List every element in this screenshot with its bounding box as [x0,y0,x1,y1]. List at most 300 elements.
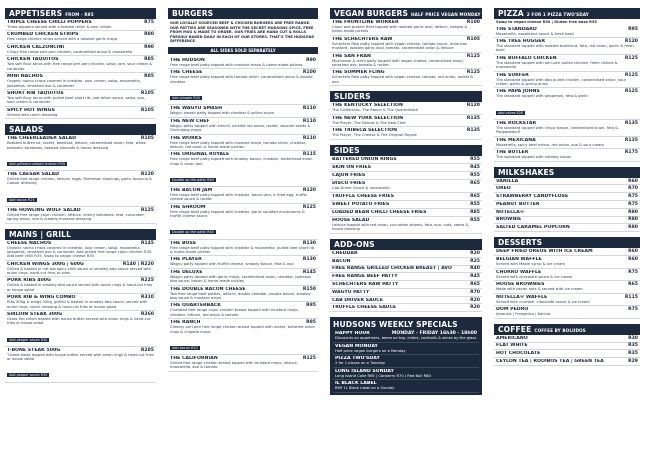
item-name: CAJUN FRIES [332,172,366,178]
sliders-section [330,91,482,139]
item-name: NUTELLA® WAFFLE [496,294,548,300]
item-description: Mozzarella, napolitana sauce & fresh basil [496,31,574,36]
menu-item-row [496,217,638,222]
item-price: R80 [628,225,638,231]
menu-item [5,207,156,224]
item-name: HOUSE BROWNIES [496,282,545,288]
item-price: R85 [144,57,154,63]
menu-item [494,149,640,161]
item-name: OREO [496,186,511,192]
item-description: Cab-Driver Sauce & mozzarella [332,186,390,191]
menu-item [5,107,156,119]
item-description: Roasted butternut, rocket, beetroot, lettuce, caramelised onion, feta, white balsamic tomatoes, toasted almonds & house dressing [7,141,146,150]
item-name: CHICKEN TAQUITOS [7,57,59,63]
item-price: R90 [306,57,316,63]
menu-item-row [332,165,480,170]
menu-item-row [332,173,480,178]
section-header: APPETISERS FROM - R85 [5,8,156,19]
menu-item [494,217,640,225]
menu-item [168,302,318,319]
item-price: R29 [628,358,638,364]
menu-item-row [496,249,638,254]
item-name: CHICKEN CALZONCINI [7,44,65,50]
item-name: CEYLON TEA | ROOIBOS TEA | GREEN TEA [496,358,604,364]
item-description: Wagyu patty topped with kimchi, pickled red onion, rocket, sesame seeds & Gochujang mayo [170,123,311,133]
desserts-section [494,237,640,319]
item-name: DOM PEDRO [496,307,529,313]
item-price: R135 [624,137,638,143]
item-name: THE HUDSON [170,57,205,63]
menu-item [494,294,640,306]
section-header: SLIDERS [330,91,482,102]
item-name: BATTERED ONION RINGS [332,156,397,162]
item-description: Served with chocolate sauce & ice cream [496,274,573,279]
item-name: THE DELUXE [170,269,203,275]
menu-item [330,266,482,274]
item-name: THE STANDARD [496,26,537,32]
menu-item-row [332,290,480,295]
item-description: Grilled & basted in smokey bbq sauce served with onion rings & hand-cut fries or house salad [7,283,153,292]
item-name: HOT CHOCOLATE [496,351,541,357]
item-price: R80 [628,209,638,215]
item-description: Ribs 400g & wings 300g, grilled & basted in smokey bbq sauce, served with onion rings, ranch dressing & hand-cut fries or house salad [7,300,148,309]
item-description: The standard topped with pepperoni, feta & garlic [496,94,589,99]
item-description: The standard topped with crispy bacon, caramelised onion, feta & Peppadews® [496,125,619,135]
item-name: THE BUTLER [496,150,529,156]
item-name: CHEESE NACHOS [7,240,52,246]
item-price: R135 [624,120,638,126]
item-description: Cajun pea protein fillet topped with roasted garlic aioli, lettuce, tomato & home-made pickles [332,25,468,34]
item-description: Amarula | Frangelico | Kahlua [496,312,551,317]
menu-item [494,72,640,89]
section-header: ADD-ONS [330,239,482,250]
item-name: BACON [332,258,351,264]
item-name: SIRLOIN STEAK 300G [7,312,63,318]
item-description: R69 1L Black Label on a Sunday [335,386,395,391]
item-price: R60 [628,178,638,184]
item-price: R150 [302,286,316,292]
menu-item [5,261,156,278]
menu-item [333,368,479,380]
item-name: CHICKEN WINGS 300G | 600G [7,261,84,267]
menu-item [494,335,640,343]
item-name: CHURRO WAFFLE [496,269,542,275]
item-description: Crumbed free range cajun chicken breast topped with mustard mayo, cheddar, lettuce, red onion & tomato [170,308,299,317]
menu-item [330,258,482,266]
item-price: R285 [140,347,154,353]
item-price: R75 [628,269,638,275]
menu-item [5,277,156,294]
item-price: R75 [144,20,154,25]
burgers-note: OUR LOCALLY SOURCED BEEF & CHICKEN BURGERS ARE FREE RANGE. OUR PATTIES ARE SEASONED WITH THE SECRET HUDSONS SPICE, FREE FROM MSG & MADE TO ORDER. OUR FRIES ARE HAND CUT & ROLLS FRESHLY BAKED DAILY IN EACH OF OUR STORES. THAT'S THE HUDSONS DIFFERENCE. [170,21,315,44]
item-name: SPICY HOT WINGS [7,107,55,113]
item-price: R115 [624,294,638,300]
menu-item [5,19,156,31]
item-tag: Add olives R20 [498,110,524,115]
item-name: THE WAGYU SMASH [170,106,223,112]
item-description: 2 for 1 pizzas on a Tuesday [335,361,386,366]
item-price: R135 [466,115,480,121]
item-name: THE SUMMER FLING [332,70,385,76]
menu-item [330,115,482,127]
item-price: R30 [628,335,638,341]
item-name: THE PLAYER [170,257,202,263]
menu-item-row [332,282,480,287]
menu-item-row [332,202,480,207]
item-name: CAB DRIVER SAUCE [332,297,383,303]
item-price: R105 [140,136,154,142]
item-description: Grilled free range chicken breast topped with mustard mayo, lettuce, mozzarella, avo & tomato [170,361,298,370]
item-description: Three poppers served with a tomato relish & sour cream [7,25,112,29]
menu-item [494,201,640,209]
item-price: R120 [624,39,638,45]
item-price: R40 [470,266,480,272]
item-name: HOUSE SALAD [332,218,370,224]
menu-item-row [332,194,480,199]
item-description: Two soft flour tacos with free range peri-peri chicken, salsa, jam, sour cream & coriander [7,62,153,71]
item-description: Served with Maple syrup & ice cream [496,262,565,267]
menu-item [330,193,482,201]
menu-item [168,187,318,204]
item-name: THE SAN FRAN [332,53,371,59]
item-name: SHORT RIB TAQUITOS [7,91,64,97]
menu-item [5,56,156,73]
item-price: R45 [470,274,480,280]
item-price: R225 [140,278,154,284]
salads-section [5,124,156,223]
item-name: MINI NACHOS [7,74,43,80]
item-price: R120 [302,188,316,194]
appetisers-section [5,8,156,119]
item-name: STRAWBERRY CANDYFLOSS [496,194,569,200]
item-tag-wrap [170,84,316,103]
item-description: Wagyu smash patty topped with cheddar & grilled onion [170,111,275,116]
item-name: SKIN ON FRIES [332,164,371,170]
menu-item-row [496,359,638,364]
item-price: R95 [306,303,316,309]
menu-item-row [7,262,154,267]
item-name: THE SURFER [496,72,529,78]
item-name: TRUFFLE CHEESE SAUCE [332,305,397,311]
item-price: R95 [628,26,638,32]
section-header: MILKSHAKES [494,167,640,178]
menu-item [168,240,318,257]
item-name: THE SHROOM [170,204,206,210]
item-name: PORK RIB & WING COMBO [7,295,76,301]
item-price: R125 [624,89,638,95]
menu-item [330,304,482,312]
item-price: R45 [470,164,480,170]
menu-item [494,358,640,366]
item-tag: Add bacon R20 [172,345,198,350]
item-name: THE BUFFALO CHICKEN [496,55,557,61]
menu-item [168,105,318,117]
milkshakes-section [494,167,640,232]
item-price: R55 [470,201,480,207]
item-name: BELGIAN WAFFLE [496,257,542,263]
menu-item [330,156,482,164]
item-price: R65 [628,282,638,288]
menu-item [494,256,640,268]
menu-item-row [496,186,638,191]
item-price: R35 [628,343,638,349]
sides-section [330,145,482,234]
item-name: THE CHEESE [170,70,203,76]
menu-item [5,294,156,311]
item-name: LONG ISLAND SUNDAY [335,368,394,374]
item-description: Mushroom & lentil patty topped with vegan cheese, caramelised onion, smashed avo, tomato & rocket [332,58,464,67]
item-name: LOADED BEAN CHILLI CHEESE FRIES [332,210,427,215]
item-name: WAGYU PATTY [332,289,370,295]
item-price: R35 [628,351,638,357]
item-price: R60 [628,249,638,255]
item-price: R120 [466,103,480,109]
item-name: SWEET POTATO FRIES [332,201,390,207]
menu-item-row [496,179,638,184]
item-price: R110 [302,118,316,124]
menu-item [494,209,640,217]
section-header: BURGERS [168,8,318,19]
item-name: THE ORIGINAL ROYALE [170,152,230,158]
item-description: The Californian, The Ranch & The Quarterback [332,108,418,113]
item-price: R80 [144,32,154,38]
menu-item [330,102,482,114]
item-name: FLAT WHITE [496,343,528,349]
item-description: Grass fed sirloin basted with house butter served with onion rings & hand-cut fries or house salad [7,317,151,326]
item-name: DEEP FRIED OREOS WITH ICE CREAM [496,249,593,255]
menu-item-row [496,343,638,348]
item-price: R95 [306,320,316,326]
item-price: R110 [302,106,316,112]
item-description: Half price vegan burgers on a Monday [335,348,406,353]
item-tag-wrap [7,150,154,169]
item-description: Free range beef patty topped with tomato relish, caramelised onion & double cheddar [170,75,313,84]
item-description: Mozzarella, spicy beef mince, red onion, avo & sour cream [496,142,605,147]
item-price: R55 [470,218,480,224]
section-header: SIDES [330,145,482,156]
menu-item [168,355,318,372]
menu-item-row [332,210,480,215]
menu-item [5,135,156,171]
menu-item [494,269,640,281]
menu-item-row [332,298,480,303]
menu-item [330,172,482,180]
item-description: Grilled & basted in not too spicy chilli sauce or smokey bbq sauce served with onion rings, hand-cut fries or slaw [7,266,152,275]
item-price: R125 [624,72,638,78]
item-description: Organic nacho crisps covered in cheddar, sour cream, salsa, mozzarella, jalapeños, smashed avo & coriander [7,79,141,88]
column-4 [494,8,640,468]
item-description: Free range beef patty topped with cheddar, garlic sautéed mushrooms & truffle cheese sauce [170,209,305,219]
menu-item [494,224,640,232]
section-header: COFFEE COFFEE BY BOLUDOS [494,324,640,335]
item-description: Long Island Coke R65 | Canberry R70 | Red Bull R80 [335,373,431,378]
item-description: Free range beef patty topped with cheddar, bacon jam, a fried egg, truffle cheese sauce & rocket [170,193,307,202]
item-name: THE KENTUCKY SELECTION [332,103,403,109]
menu-item [494,178,640,186]
item-description: Schecters Raw patty topped with vegan cheese, tomato sauce, American mustard, roasted garlic aioli, tomato, caramelised onion & lettuce [332,41,468,51]
menu-item [5,240,156,261]
menu-item [494,120,640,137]
column-1 [5,8,156,468]
item-name: THE CALIFORNIAN [170,356,218,362]
item-price: R65 [470,281,480,287]
item-name: CHEDDAR [332,250,358,256]
item-price: R70 [470,289,480,295]
sides-notice: ALL SIDES SOLD SEPARATELY [168,47,318,54]
mains-section [5,229,156,383]
item-tag: Add grilled/crumbed chicken R35 [9,161,66,166]
item-name: SALTED CARAMEL POPCORN [496,225,570,231]
item-description: The Player, The Cheese & The Original Royale [332,133,417,138]
column-2 [168,8,318,468]
menu-item [333,343,479,355]
section-header: DESSERTS [494,237,640,248]
item-price: R90 [144,44,154,50]
menu-item [494,193,640,201]
item-price: R70 [628,186,638,192]
menu-item [330,297,482,305]
item-name: THE NEW YORK SELECTION [332,115,404,121]
menu-item [330,281,482,289]
item-name: THE RANCH [170,320,201,326]
menu-item [5,73,156,90]
item-price: R75 [628,194,638,200]
item-description: Crispy free range peri-peri chicken, caramelised onion & mozzarella [7,49,133,54]
item-price: R125 [302,356,316,362]
menu-item-row [332,259,480,264]
item-price: R20 [470,250,480,256]
item-price: R125 [624,55,638,61]
menu-item [333,330,479,342]
item-extra: MONDAY - FRIDAY 16h30 - 18h00 [391,331,477,337]
menu-item [5,171,156,207]
item-tag: Double up the patty R45 [172,230,214,235]
item-description: Schecters Raw patty topped with vegan cheese, tomato, red onion, rocket & avo [332,75,474,84]
item-price: R125 [466,53,480,59]
item-description: Grilled free range cajun chicken, lettuce, cherry tomatoes, feta, cucumber, spring onion, avo & creamy mustard dressing [7,212,146,222]
item-tag-wrap [7,361,154,380]
item-price: R125 [140,207,154,213]
item-name: FREE RANGE GRILLED CHICKEN BREAST | AVO [332,266,452,272]
item-price: R25 [470,258,480,264]
menu-item [494,281,640,293]
item-price: R125 [302,204,316,210]
menu-item-row [496,194,638,199]
item-name: THE TREE HUGGER [496,39,546,45]
menu-item [494,343,640,351]
item-description: Two free range beef patties, lettuce, double cheddar, double bacon, smokey bbq sauce & mustard mayo [170,291,311,300]
item-name: HAPPY HOUR [335,331,370,337]
item-tag-wrap [7,186,154,205]
item-name: THE FRONTLINE WORKER [332,20,399,25]
item-name: PORK RIBS 400G [7,278,51,284]
menu-item [333,355,479,367]
item-description: Wagyu patty topped with garlic mayo, caramelised onion, cheddar, Jameson bbq sauce, bacon & home-made pickles [170,274,312,284]
item-price: R20 [470,297,480,303]
menu-item [330,19,482,36]
menu-item-row [496,336,638,341]
item-price: R130 [302,240,316,246]
item-description: Free range chicken strips served with a roasted garlic mayo [7,37,118,42]
burgers-section [168,8,318,372]
item-price: R260 [140,312,154,318]
item-tag: Add pinaple R20 [172,96,200,101]
item-name: VANILLA [496,178,519,184]
item-description: The standard topped with peri-peri pulled chicken, fresh chillies & mozzarella [496,60,618,70]
item-name: THE CAESAR SALAD [7,172,59,178]
item-tag: Double up the patty R40 [172,177,214,182]
item-name: CRUMBED CHICKEN STRIPS [7,32,79,38]
menu-item [494,248,640,256]
item-price: R120 [140,172,154,178]
menu-item [168,151,318,187]
item-description: Organic nacho crisps covered in cheddar, sour cream, salsa, mozzarella, jalapeños, smashed avo & coriander. Add grilled free range cajun chicken R30. Add beef chilli R35. Swap to vegan cheese R30 [7,245,153,259]
item-price: R175 [624,150,638,156]
item-price: R105 [140,91,154,97]
item-price: R100 [302,70,316,76]
item-name: PIZZA TWO'SDAY [335,356,380,362]
item-price: R140 | R220 [122,261,154,267]
item-price: R110 [302,135,316,141]
menu-item [330,217,482,234]
item-price: R75 [628,201,638,207]
item-description: Wagyu patty topped with truffle cheese, smokey bacon, feta & avo [170,262,294,267]
item-name: THE NEW CHEF [170,118,210,124]
item-description: Free range beef patty topped with mustard mayo & home-made pickles [170,62,303,67]
menu-item [330,201,482,209]
item-price: R75 [628,307,638,313]
item-price: R60 [628,257,638,263]
menu-item [168,118,318,135]
item-name: T-BONE STEAK 500G [7,347,61,353]
item-description: Free range beef patty topped with smokey bacon, cheddar, butterhead onion rings & onion jam [170,157,313,166]
item-tag-wrap [170,334,316,353]
menu-item [168,256,318,268]
menu-item [168,57,318,69]
weekly-specials-section [330,317,482,394]
item-name: NUTELLA® [496,209,525,215]
menu-item [168,319,318,355]
item-price: R80 [628,217,638,223]
menu-item [330,127,482,139]
item-name: THE PAPA JOHNS [496,89,540,95]
item-description: Lettuce topped with red onion, cucumber wheels, feta, avo, nuts, seeds & house dressing [332,223,469,232]
menu-item [494,350,640,358]
menu-item-row [496,210,638,215]
item-tag-wrap [170,218,316,237]
item-price: R100 [466,20,480,25]
item-name: THE WORKS [170,135,202,141]
menu-item-row [496,225,638,230]
section-header: SALADS [5,124,156,135]
item-description: Free range beef patty topped with cheddar & mozzarella, pulled beef short rib & home-made pickles [170,245,315,254]
item-name: THE QUARTERBACK [170,303,221,309]
menu-item [330,180,482,192]
item-tag: Add pepper sauce R30 [9,373,48,378]
vegan-section [330,8,482,86]
item-description: Discounts on appetisers, beers on tap, ciders, cocktails & wines by the glass [335,336,477,341]
menu-item [330,53,482,70]
menu-item [5,31,156,43]
menu-item [168,135,318,152]
item-price: R105 [466,36,480,42]
item-description: The standard topped with bbq pulled chicken, caramelised onion, sour cream, garlic & spring onion [496,77,627,86]
item-name: VEGAN MONDAY [335,343,378,349]
item-price: R130 [302,257,316,263]
item-name: SCHECHTERS RAW PATTY [332,281,399,287]
item-price: R65 [470,193,480,199]
menu-item [330,289,482,297]
